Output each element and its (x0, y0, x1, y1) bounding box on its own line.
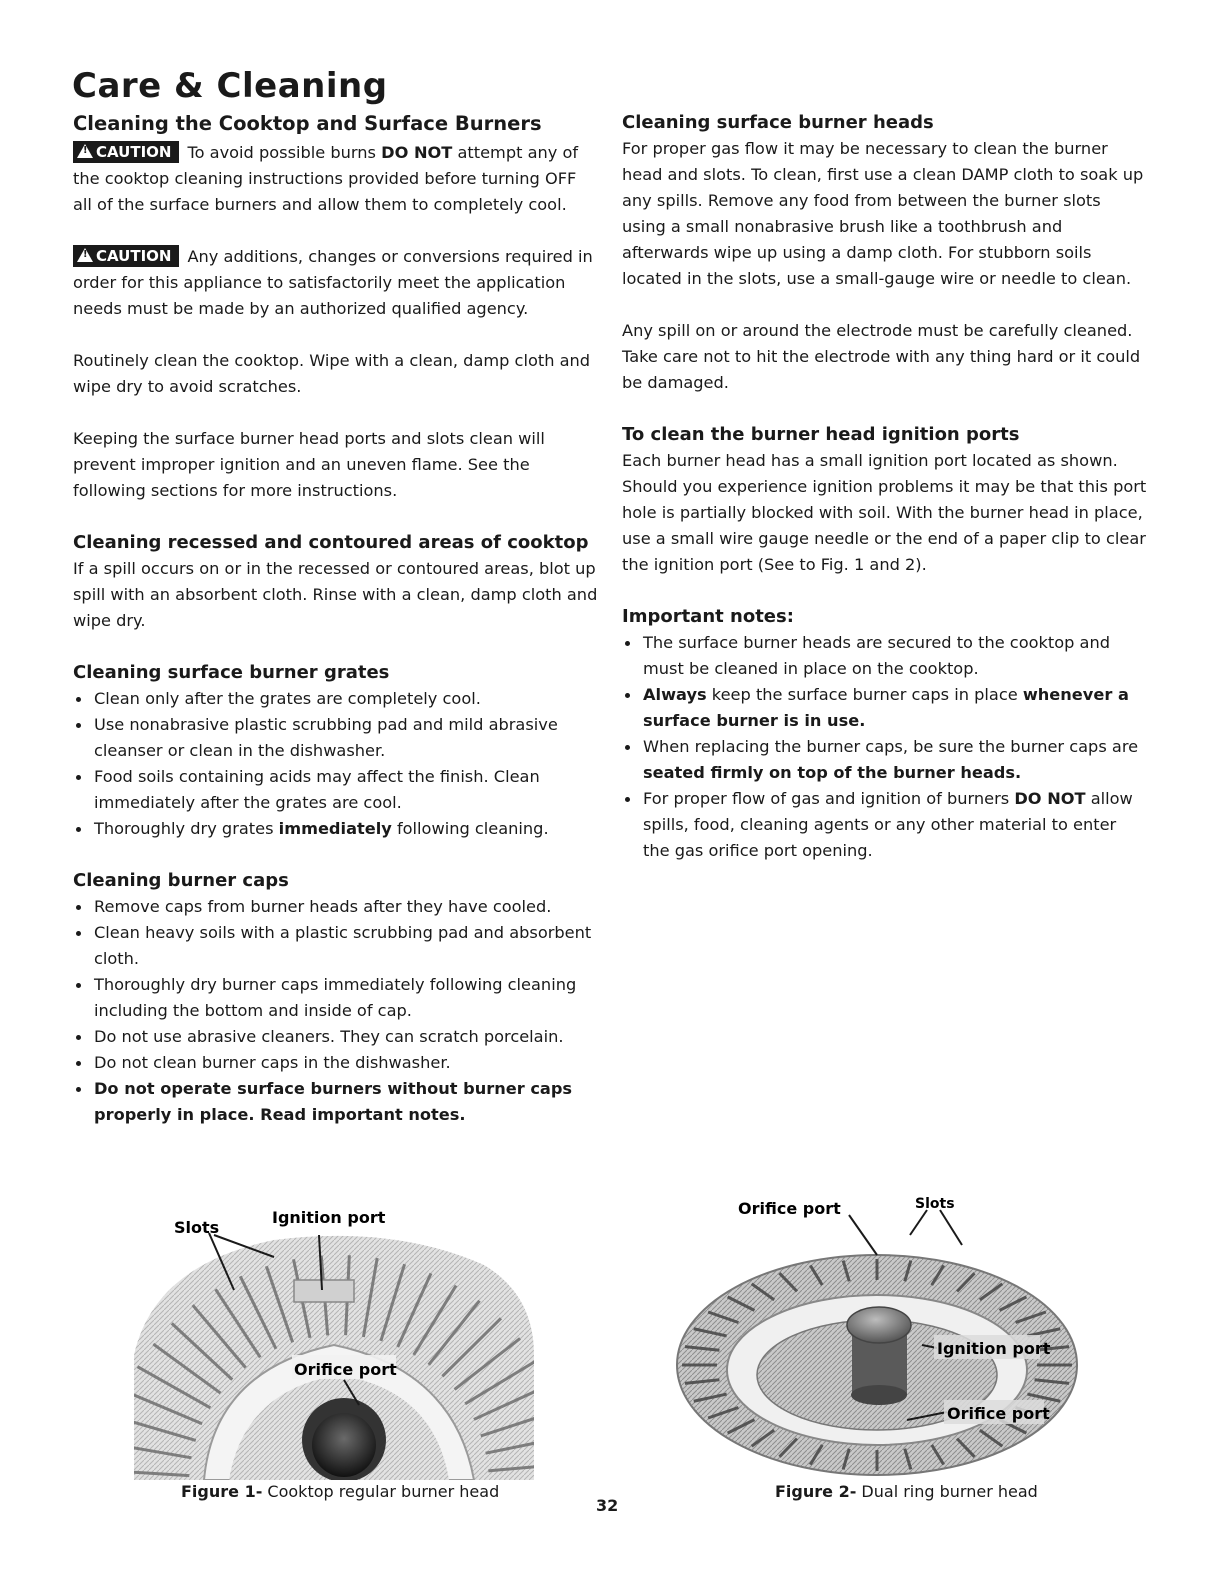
list-item: Clean only after the grates are completely cool. (73, 686, 598, 712)
page-number: 32 (596, 1496, 619, 1515)
label-orifice-port: Orifice port (294, 1360, 397, 1379)
right-column (622, 110, 1147, 864)
dual-ring-burner-illustration (672, 1190, 1092, 1480)
label-slots: Slots (174, 1218, 220, 1237)
figure-1 (134, 1195, 534, 1480)
list-item: Do not clean burner caps in the dishwasher. (73, 1050, 598, 1076)
label-ignition-port: Ignition port (937, 1339, 1051, 1358)
caution-badge: !CAUTION (73, 245, 179, 267)
page-title: Care & Cleaning (72, 66, 388, 106)
list-item: The surface burner heads are secured to the cooktop and must be cleaned in place on the cooktop. (622, 630, 1147, 682)
caution-badge: !CAUTION (73, 141, 179, 163)
list-item: Remove caps from burner heads after they have cooled. (73, 894, 598, 920)
heading-burner-heads: Cleaning surface burner heads (622, 112, 934, 133)
warning-icon (77, 144, 93, 158)
list-item: Thoroughly dry burner caps immediately following cleaning including the bottom and inside of cap. (73, 972, 598, 1024)
heading-important-notes: Important notes: (622, 606, 794, 627)
list-item: Food soils containing acids may affect the finish. Clean immediately after the grates are cool. (73, 764, 598, 816)
list-item: Clean heavy soils with a plastic scrubbing pad and absorbent cloth. (73, 920, 598, 972)
list-item: Always keep the surface burner caps in place whenever a surface burner is in use. (622, 682, 1147, 734)
paragraph-ignition-ports: Each burner head has a small ignition port located as shown. Should you experience ignition problems it may be that this port hole is partially blocked with soil. With the burner head in place, use a small wire gauge needle or the end of a paper clip to clear the ignition port (See to Fig. 1 and 2). (622, 451, 1147, 574)
paragraph-recessed: If a spill occurs on or in the recessed or contoured areas, blot up spill with an absorbent cloth. Rinse with a clean, damp cloth and wipe dry. (73, 559, 598, 630)
list-item: When replacing the burner caps, be sure the burner caps are seated firmly on top of the burner heads. (622, 734, 1147, 786)
heading-recessed: Cleaning recessed and contoured areas of cooktop (73, 532, 589, 553)
grates-list (73, 686, 598, 842)
figure-1-caption: Figure 1- Cooktop regular burner head (181, 1482, 500, 1501)
paragraph-routine: Routinely clean the cooktop. Wipe with a clean, damp cloth and wipe dry to avoid scratches. (73, 351, 591, 396)
list-item: Use nonabrasive plastic scrubbing pad and mild abrasive cleanser or clean in the dishwasher. (73, 712, 598, 764)
caution-2: !CAUTION Any additions, changes or conversions required in order for this appliance to satisfactorily meet the application needs must be made by an authorized qualified agency. (73, 244, 598, 322)
caps-list (73, 894, 598, 1128)
list-item: Do not use abrasive cleaners. They can scratch porcelain. (73, 1024, 598, 1050)
label-orifice-port-top: Orifice port (738, 1199, 841, 1218)
section-title: Cleaning the Cooktop and Surface Burners (73, 112, 542, 135)
list-item: Thoroughly dry grates immediately following cleaning. (73, 816, 598, 842)
label-orifice-port-inner: Orifice port (947, 1404, 1050, 1423)
label-slots: Slots (915, 1196, 955, 1212)
burner-head-illustration (134, 1195, 534, 1480)
paragraph-burner-heads: For proper gas flow it may be necessary to clean the burner head and slots. To clean, first use a clean DAMP cloth to soak up any spills. Remove any food from between the burner slots using a small nonabrasive brush like a toothbrush and afterwards wipe up using a damp cloth. For stubborn soils located in the slots, use a small-gauge wire or needle to clean. (622, 139, 1144, 288)
caution-1: !CAUTION To avoid possible burns DO NOT attempt any of the cooktop cleaning instructions provided before turning OFF all of the surface burners and allow them to completely cool. (73, 140, 598, 218)
figure-2-caption: Figure 2- Dual ring burner head (775, 1482, 1038, 1501)
paragraph-ports: Keeping the surface burner head ports and slots clean will prevent improper ignition and an uneven flame. See the following sections for more instructions. (73, 429, 545, 500)
warning-icon (77, 248, 93, 262)
heading-caps: Cleaning burner caps (73, 870, 289, 891)
label-ignition-port: Ignition port (272, 1208, 386, 1227)
list-item: For proper flow of gas and ignition of burners DO NOT allow spills, food, cleaning agents or any other material to enter the gas orifice port opening. (622, 786, 1147, 864)
figure-2 (672, 1190, 1092, 1480)
list-item: Do not operate surface burners without burner caps properly in place. Read important notes. (73, 1076, 598, 1128)
left-column (73, 110, 598, 1128)
heading-grates: Cleaning surface burner grates (73, 662, 390, 683)
heading-ignition-ports: To clean the burner head ignition ports (622, 424, 1020, 445)
notes-list (622, 630, 1147, 864)
paragraph-electrode: Any spill on or around the electrode must be carefully cleaned. Take care not to hit the electrode with any thing hard or it could be damaged. (622, 321, 1141, 392)
